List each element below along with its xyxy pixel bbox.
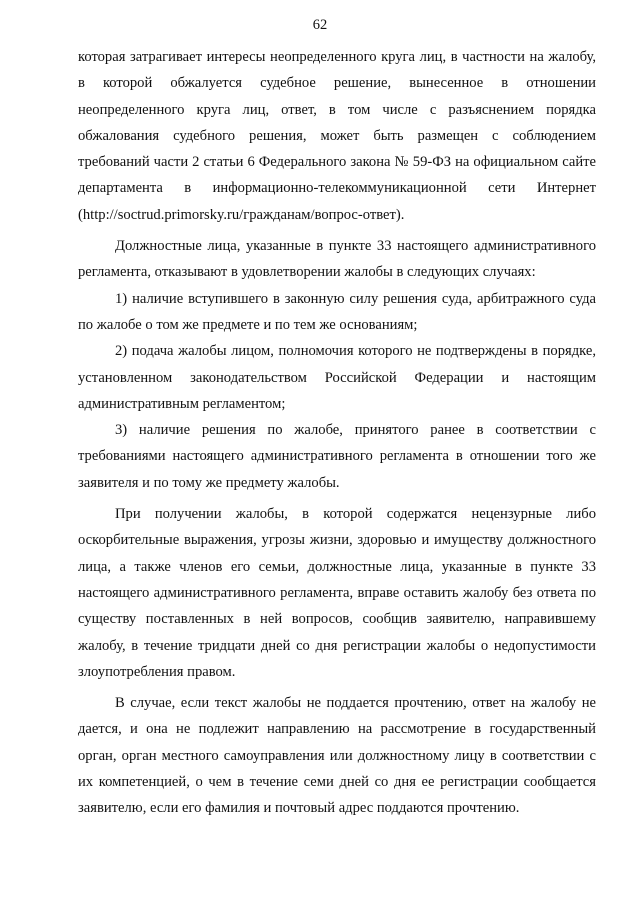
paragraph-obscene-complaint: При получении жалобы, в которой содержатся нецензурные либо оскорбительные выражения, угрозы жизни, здоровью и имуществу должностного лица, а также членов его семьи, должностные лица, указанные в пункте 33 настоящего административного регламента, вправе оставить жалобу без ответа по существу поставленных в ней вопросов, сообщив заявителю, направившему жалобу, в течение тридцати дней со дня регистрации жалобы о недопустимости злоупотребления правом. [78, 506, 596, 680]
paragraph-unreadable-complaint: В случае, если текст жалобы не поддается прочтению, ответ на жалобу не дается, и она не подлежит направлению на рассмотрение в государственный орган, орган местного самоуправления или должностному лицу в соответствии с их компетенцией, о чем в течение семи дней со дня ее регистрации сообщается заявителю, если его фамилия и почтовый адрес поддаются прочтению. [78, 695, 596, 817]
document-body [78, 44, 596, 822]
paragraph-refusal-intro: Должностные лица, указанные в пункте 33 настоящего административного регламента, отказывают в удовлетворении жалобы в следующих случаях: [78, 238, 596, 281]
list-item-3: 3) наличие решения по жалобе, принятого ранее в соответствии с требованиями настоящего административного регламента в отношении того же заявителя и по тому же предмету жалобы. [78, 422, 596, 491]
list-item-2: 2) подача жалобы лицом, полномочия которого не подтверждены в порядке, установленном законодательством Российской Федерации и настоящим административным регламентом; [78, 343, 596, 412]
paragraph-continuation: которая затрагивает интересы неопределенного круга лиц, в частности на жалобу, в которой обжалуется судебное решение, вынесенное в отношении неопределенного круга лиц, ответ, в том числе с разъяснением порядка обжалования судебного решения, может быть размещен с соблюдением требований части 2 статьи 6 Федерального закона № 59-ФЗ на официальном сайте департамента в информационно-телекоммуникационной сети Интернет (http://soctrud.primorsky.ru/гражданам/вопрос-ответ). [78, 49, 596, 223]
list-item-1: 1) наличие вступившего в законную силу решения суда, арбитражного суда по жалобе о том же предмете и по тем же основаниям; [78, 290, 596, 333]
page-number: 62 [312, 17, 328, 33]
